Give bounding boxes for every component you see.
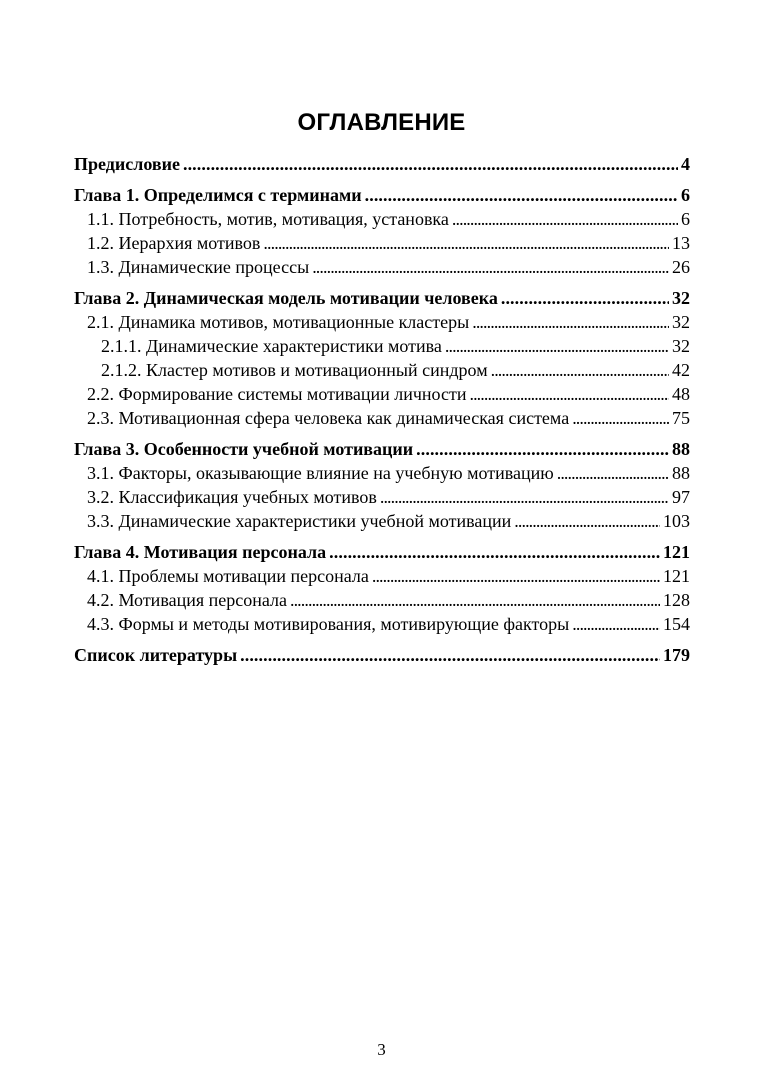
toc-entry-page: 88 [672, 463, 690, 483]
dot-leader [445, 334, 669, 358]
toc-entry-title: Глава 2. Динамическая модель мотивации человека [74, 288, 498, 308]
toc-entry[interactable] [74, 643, 690, 667]
dot-leader [469, 382, 669, 406]
toc-entry[interactable] [74, 334, 690, 358]
toc-entry-page: 42 [672, 360, 690, 380]
toc-entry-page: 103 [663, 511, 690, 531]
toc-entry-page: 4 [681, 154, 690, 174]
page-title: ОГЛАВЛЕНИЕ [297, 109, 466, 136]
toc-entry-page: 6 [681, 185, 690, 205]
dot-leader [312, 255, 669, 279]
toc-entry[interactable] [74, 612, 690, 636]
dot-leader [514, 509, 660, 533]
toc-entry-title: 4.2. Мотивация персонала [87, 590, 287, 610]
toc-entry-title: 2.2. Формирование системы мотивации личности [87, 384, 467, 404]
toc-entry-title: 1.1. Потребность, мотив, мотивация, установка [87, 209, 449, 229]
page-number: 3 [377, 1040, 386, 1059]
toc-entry[interactable] [74, 231, 690, 255]
toc-entry[interactable] [74, 152, 690, 176]
toc-entry-title: 2.1.2. Кластер мотивов и мотивационный синдром [101, 360, 488, 380]
toc-entry-title: Список литературы [74, 645, 238, 665]
toc-entry[interactable] [74, 255, 690, 279]
toc-entry-page: 32 [672, 312, 690, 332]
toc-entry-page: 48 [672, 384, 690, 404]
toc-entry-page: 75 [672, 408, 690, 428]
toc-entry[interactable] [74, 207, 690, 231]
dot-leader [365, 183, 678, 207]
dot-leader [572, 406, 669, 430]
toc-entry[interactable] [74, 382, 690, 406]
dot-leader [501, 286, 669, 310]
dot-leader [329, 540, 660, 564]
toc-entry[interactable] [74, 540, 690, 564]
toc-entry-title: 2.1.1. Динамические характеристики мотива [101, 336, 442, 356]
dot-leader [557, 461, 669, 485]
toc-entry[interactable] [74, 286, 690, 310]
toc-entry-title: Глава 3. Особенности учебной мотивации [74, 439, 414, 459]
toc-entry-title: Глава 4. Мотивация персонала [74, 542, 327, 562]
dot-leader [416, 437, 669, 461]
dot-leader [572, 612, 660, 636]
toc-entry-page: 179 [663, 645, 690, 665]
toc-entry-page: 128 [663, 590, 690, 610]
dot-leader [183, 152, 678, 176]
toc-entry[interactable] [74, 461, 690, 485]
dot-leader [263, 231, 669, 255]
toc-entry-page: 32 [672, 288, 690, 308]
toc-entry-title: 3.2. Классификация учебных мотивов [87, 487, 377, 507]
toc-entry-page: 32 [672, 336, 690, 356]
toc-entry-page: 13 [672, 233, 690, 253]
dot-leader [472, 310, 669, 334]
toc-entry[interactable] [74, 437, 690, 461]
toc-entry[interactable] [74, 358, 690, 382]
dot-leader [491, 358, 669, 382]
toc-entry[interactable] [74, 310, 690, 334]
toc-entry-page: 6 [681, 209, 690, 229]
toc-entry-title: 3.1. Факторы, оказывающие влияние на учебную мотивацию [87, 463, 554, 483]
toc-entry-page: 154 [663, 614, 690, 634]
dot-leader [380, 485, 669, 509]
toc-entry-page: 88 [672, 439, 690, 459]
toc-entry-title: 3.3. Динамические характеристики учебной мотивации [87, 511, 512, 531]
toc-entry-title: 2.1. Динамика мотивов, мотивационные кластеры [87, 312, 470, 332]
toc-entry[interactable] [74, 564, 690, 588]
toc-entry-title: 1.3. Динамические процессы [87, 257, 310, 277]
dot-leader [372, 564, 660, 588]
dot-leader [240, 643, 660, 667]
toc-entry-title: Глава 1. Определимся с терминами [74, 185, 362, 205]
toc-entry[interactable] [74, 485, 690, 509]
toc-entry[interactable] [74, 509, 690, 533]
toc-entry[interactable] [74, 406, 690, 430]
toc-entry-page: 121 [663, 542, 690, 562]
table-of-contents [74, 152, 690, 667]
toc-entry-title: 2.3. Мотивационная сфера человека как динамическая система [87, 408, 570, 428]
toc-entry-title: Предисловие [74, 154, 180, 174]
toc-entry-title: 1.2. Иерархия мотивов [87, 233, 261, 253]
toc-entry[interactable] [74, 183, 690, 207]
toc-entry-page: 26 [672, 257, 690, 277]
toc-entry-page: 97 [672, 487, 690, 507]
toc-entry[interactable] [74, 588, 690, 612]
toc-entry-title: 4.1. Проблемы мотивации персонала [87, 566, 369, 586]
dot-leader [290, 588, 660, 612]
toc-entry-page: 121 [663, 566, 690, 586]
toc-entry-title: 4.3. Формы и методы мотивирования, мотивирующие факторы [87, 614, 570, 634]
dot-leader [452, 207, 678, 231]
